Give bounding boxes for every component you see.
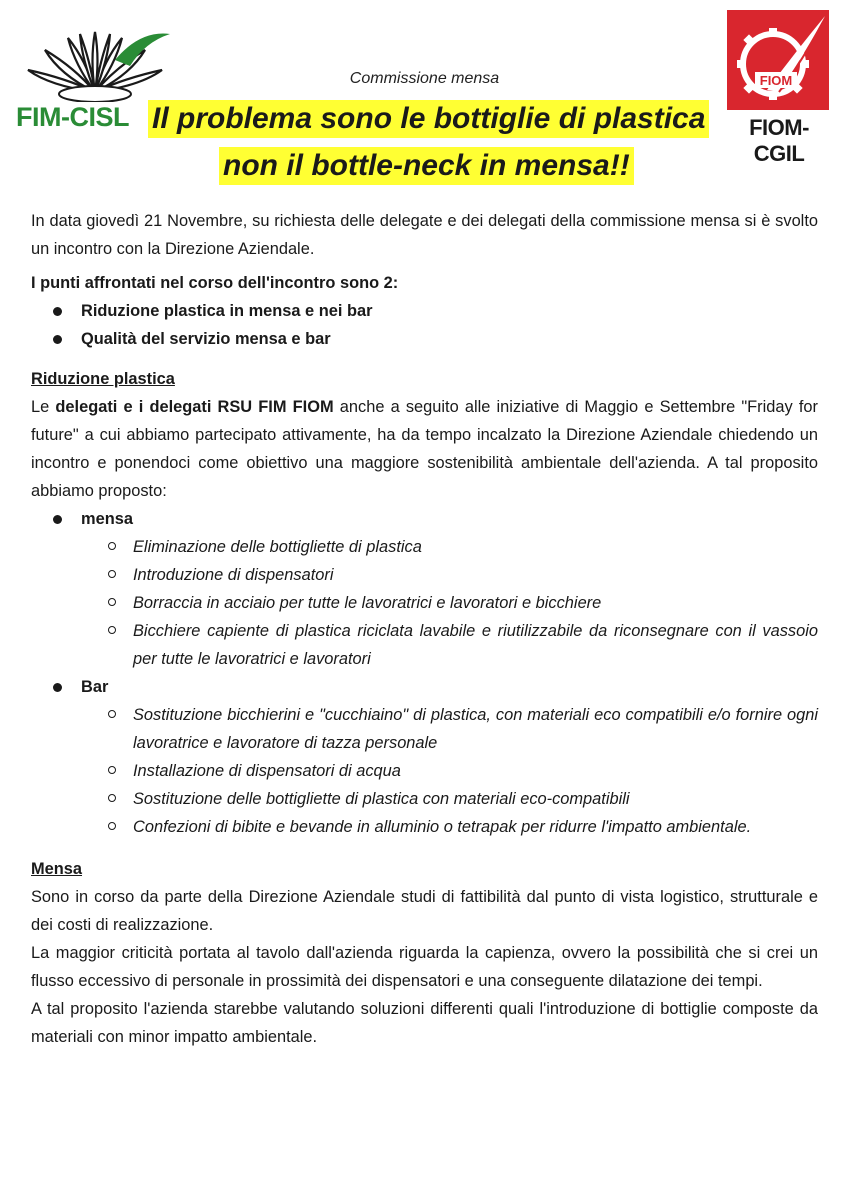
circle-bullet-icon: [108, 542, 116, 550]
circle-bullet-icon: [108, 794, 116, 802]
circle-bullet-icon: [108, 626, 116, 634]
fiom-cgil-logo-text: FIOM-CGIL: [749, 115, 809, 166]
section-heading-riduzione: Riduzione plastica: [31, 370, 175, 388]
list-item: mensa: [31, 505, 818, 533]
mensa-paragraph-3: A tal proposito l'azienda starebbe valutando soluzioni differenti quali l'introduzione di bottiglie composte da materiali con minor impatto ambientale.: [31, 1000, 818, 1046]
document-title-line-2: non il bottle-neck in mensa!!: [219, 147, 634, 185]
section-heading-mensa: Mensa: [31, 860, 83, 878]
fiom-badge-text: FIOM: [759, 73, 793, 88]
list-item: Eliminazione delle bottigliette di plastica: [31, 533, 818, 561]
points-list: [31, 297, 818, 353]
list-item: Sostituzione bicchierini e "cucchiaino" di plastica, con materiali eco compatibili e/o fornire ogni lavoratrice e lavoratore di tazza personale: [31, 701, 818, 757]
bullet-icon: [53, 307, 62, 316]
list-item: Bar: [31, 673, 818, 701]
bullet-icon: [53, 683, 62, 692]
circle-bullet-icon: [108, 710, 116, 718]
riduzione-paragraph: Le delegati e i delegati RSU FIM FIOM anche a seguito alle iniziative di Maggio e Settembre "Friday for future" a cui abbiamo partecipato attivamente, ha da tempo incalzato la Direzione Aziendale chiedendo un incontro e ponendoci come obiettivo una maggiore sostenibilità ambientale dell'azienda. A tal proposito abbiamo proposto:: [31, 398, 818, 500]
mensa-paragraph-1: Sono in corso da parte della Direzione Aziendale studi di fattibilità dal punto di vista logistico, strutturale e dei costi di realizzazione.: [31, 888, 818, 934]
circle-bullet-icon: [108, 598, 116, 606]
document-body: [31, 207, 818, 1051]
bullet-icon: [53, 335, 62, 344]
circle-bullet-icon: [108, 570, 116, 578]
bar-proposals-list: [81, 701, 818, 841]
list-item: Riduzione plastica in mensa e nei bar: [31, 297, 818, 325]
document-title-line-1: Il problema sono le bottiglie di plastica: [148, 100, 709, 138]
proposals-list: [31, 505, 818, 533]
circle-bullet-icon: [108, 766, 116, 774]
mensa-paragraph-2: La maggior criticità portata al tavolo dall'azienda riguarda la capienza, ovvero la possibilità che si crei un flusso eccessivo di personale in prossimità dei dispensatori e una conseguente dilatazione dei tempi.: [31, 944, 818, 990]
list-item: Installazione di dispensatori di acqua: [31, 757, 818, 785]
proposals-list-bar: [31, 673, 818, 701]
gear-quill-emblem-icon: [727, 10, 829, 110]
list-item: Confezioni di bibite e bevande in alluminio o tetrapak per ridurre l'impatto ambientale.: [31, 813, 818, 841]
intro-paragraph: In data giovedì 21 Novembre, su richiesta delle delegate e dei delegati della commissione mensa si è svolto un incontro con la Direzione Aziendale.: [31, 212, 818, 258]
mensa-proposals-list: [81, 533, 818, 673]
daisy-icon: [20, 20, 170, 102]
fim-cisl-logo-text: FIM-CISL: [16, 102, 129, 132]
list-item: Introduzione di dispensatori: [31, 561, 818, 589]
list-item: Sostituzione delle bottigliette di plastica con materiali eco-compatibili: [31, 785, 818, 813]
circle-bullet-icon: [108, 822, 116, 830]
list-item: Bicchiere capiente di plastica riciclata lavabile e riutilizzabile da riconsegnare con il vassoio per tutte le lavoratrici e lavoratori: [31, 617, 818, 673]
points-heading: I punti affrontati nel corso dell'incontro sono 2:: [31, 274, 399, 292]
document-subtitle: Commissione mensa: [349, 70, 500, 87]
list-item: Borraccia in acciaio per tutte le lavoratrici e lavoratori e bicchiere: [31, 589, 818, 617]
bullet-icon: [53, 515, 62, 524]
list-item: Qualità del servizio mensa e bar: [31, 325, 818, 353]
